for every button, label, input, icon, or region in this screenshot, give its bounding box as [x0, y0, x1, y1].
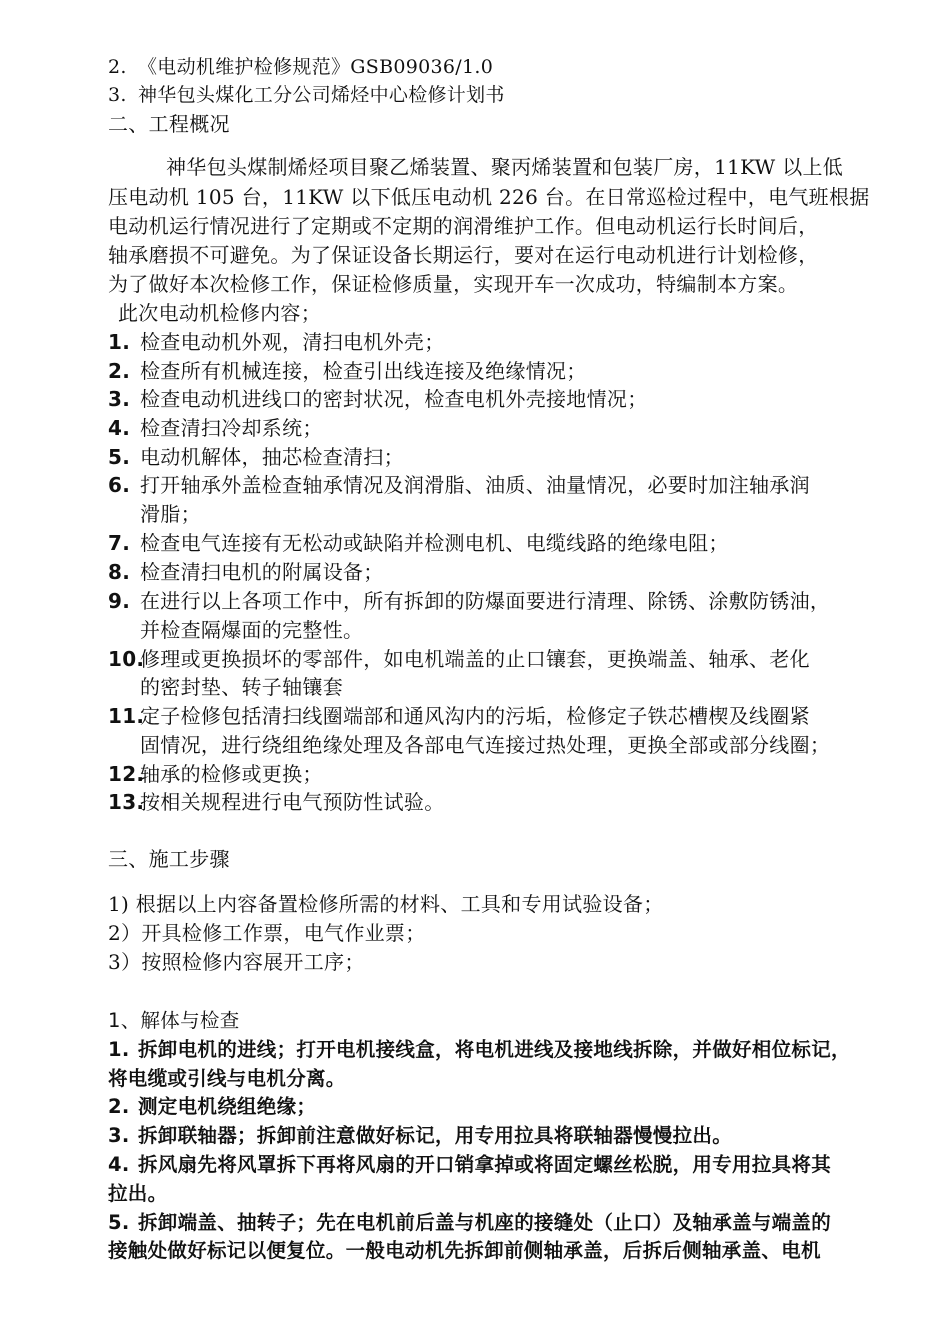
item-continuation: 固情况，进行绕组绝缘处理及各部电气连接过热处理，更换全部或部分线圈；	[140, 733, 831, 757]
item-text: 按相关规程进行电气预防性试验。	[140, 790, 445, 814]
procedure-item	[108, 1151, 831, 1179]
list-item	[108, 760, 323, 788]
item-text: 检查清扫电机的附属设备；	[140, 560, 384, 584]
item-text: 打开轴承外盖检查轴承情况及润滑脂、油质、油量情况，必要时加注轴承润	[140, 473, 810, 497]
item-number: 5.	[108, 445, 131, 469]
item-number: 3.	[108, 387, 131, 411]
list-item	[108, 587, 830, 615]
item-number: 1.	[108, 330, 131, 354]
item-text: 检查所有机械连接，检查引出线连接及绝缘情况；	[140, 359, 587, 383]
item-text: 检查电动机外观，清扫电机外壳；	[140, 330, 445, 354]
procedure-item	[108, 1209, 831, 1237]
item-text: 电动机解体，抽芯检查清扫；	[140, 445, 404, 469]
subheading-disassembly: 1、解体与检查	[108, 1009, 240, 1032]
procedure-item	[108, 1036, 851, 1064]
list-item	[108, 788, 445, 816]
procedure-text: 测定电机绕组绝缘；	[138, 1095, 317, 1118]
procedure-continuation: 拉出。	[108, 1182, 168, 1205]
item-text: 在进行以上各项工作中，所有拆卸的防爆面要进行清理、除锈、涂敷防锈油，	[140, 589, 831, 613]
item-number: 13.	[108, 790, 145, 814]
item-number: 2.	[108, 359, 131, 383]
step-line: 2）开具检修工作票，电气作业票；	[108, 921, 426, 945]
procedure-number: 4.	[108, 1153, 130, 1176]
list-item	[108, 702, 810, 730]
section-heading-overview: 二、工程概况	[108, 112, 230, 136]
section-heading-steps: 三、施工步骤	[108, 847, 230, 871]
item-number: 9.	[108, 589, 131, 613]
reference-text: 神华包头煤化工分公司烯烃中心检修计划书	[138, 84, 505, 106]
step-line: 3）按照检修内容展开工序；	[108, 950, 365, 974]
procedure-text: 拆风扇先将风罩拆下再将风扇的开口销拿掉或将固定螺丝松脱，用专用拉具将其	[138, 1153, 832, 1176]
step-line: 1) 根据以上内容备置检修所需的材料、工具和专用试验设备；	[108, 892, 664, 916]
procedure-number: 2.	[108, 1095, 130, 1118]
paragraph-line: 压电动机 105 台，11KW 以下低压电动机 226 台。在日常巡检过程中，电气班根据	[108, 185, 870, 209]
item-text: 修理或更换损坏的零部件，如电机端盖的止口镶套，更换端盖、轴承、老化	[140, 647, 810, 671]
list-item	[108, 328, 445, 356]
item-continuation: 滑脂；	[140, 502, 201, 526]
procedure-number: 5.	[108, 1211, 130, 1234]
paragraph-line: 轴承磨损不可避免。为了保证设备长期运行，要对在运行电动机进行计划检修，	[108, 243, 819, 267]
list-item	[108, 357, 587, 385]
procedure-item	[108, 1093, 316, 1121]
item-text: 检查电气连接有无松动或缺陷并检测电机、电缆线路的绝缘电阻；	[140, 531, 729, 555]
list-item	[108, 529, 729, 557]
paragraph-line: 电动机运行情况进行了定期或不定期的润滑维护工作。但电动机运行长时间后，	[108, 214, 819, 238]
item-text: 检查电动机进线口的密封状况，检查电机外壳接地情况；	[140, 387, 648, 411]
item-text: 轴承的检修或更换；	[140, 762, 323, 786]
paragraph-line: 神华包头煤制烯烃项目聚乙烯装置、聚丙烯装置和包装厂房，11KW 以上低	[166, 155, 844, 179]
maintenance-items-intro: 此次电动机检修内容；	[118, 301, 321, 325]
reference-number: 2.	[108, 56, 127, 78]
procedure-text: 拆卸电机的进线；打开电机接线盒，将电机进线及接地线拆除，并做好相位标记，	[138, 1038, 851, 1061]
item-number: 7.	[108, 531, 131, 555]
procedure-text: 拆卸联轴器；拆卸前注意做好标记，用专用拉具将联轴器慢慢拉出。	[138, 1124, 733, 1147]
item-number: 11.	[108, 704, 145, 728]
procedure-continuation: 接触处做好标记以便复位。一般电动机先拆卸前侧轴承盖，后拆后侧轴承盖、电机	[108, 1239, 821, 1262]
item-number: 6.	[108, 473, 131, 497]
reference-3	[108, 81, 505, 109]
item-text: 检查清扫冷却系统；	[140, 416, 323, 440]
reference-number: 3.	[108, 84, 127, 106]
item-number: 10.	[108, 647, 145, 671]
procedure-number: 3.	[108, 1124, 130, 1147]
item-number: 12.	[108, 762, 145, 786]
list-item	[108, 443, 404, 471]
reference-text: 《电动机维护检修规范》GSB09036/1.0	[138, 56, 494, 78]
procedure-number: 1.	[108, 1038, 130, 1061]
procedure-continuation: 将电缆或引线与电机分离。	[108, 1067, 346, 1090]
item-number: 4.	[108, 416, 131, 440]
item-continuation: 的密封垫、转子轴镶套	[140, 675, 343, 699]
reference-2	[108, 53, 493, 81]
list-item	[108, 645, 810, 673]
paragraph-line: 为了做好本次检修工作，保证检修质量，实现开车一次成功，特编制本方案。	[108, 272, 799, 296]
procedure-item	[108, 1122, 732, 1150]
list-item	[108, 414, 323, 442]
item-continuation: 并检查隔爆面的完整性。	[140, 618, 364, 642]
list-item	[108, 558, 384, 586]
item-number: 8.	[108, 560, 131, 584]
list-item	[108, 385, 648, 413]
procedure-text: 拆卸端盖、抽转子；先在电机前后盖与机座的接缝处（止口）及轴承盖与端盖的	[138, 1211, 832, 1234]
item-text: 定子检修包括清扫线圈端部和通风沟内的污垢，检修定子铁芯槽楔及线圈紧	[140, 704, 810, 728]
list-item	[108, 471, 810, 499]
